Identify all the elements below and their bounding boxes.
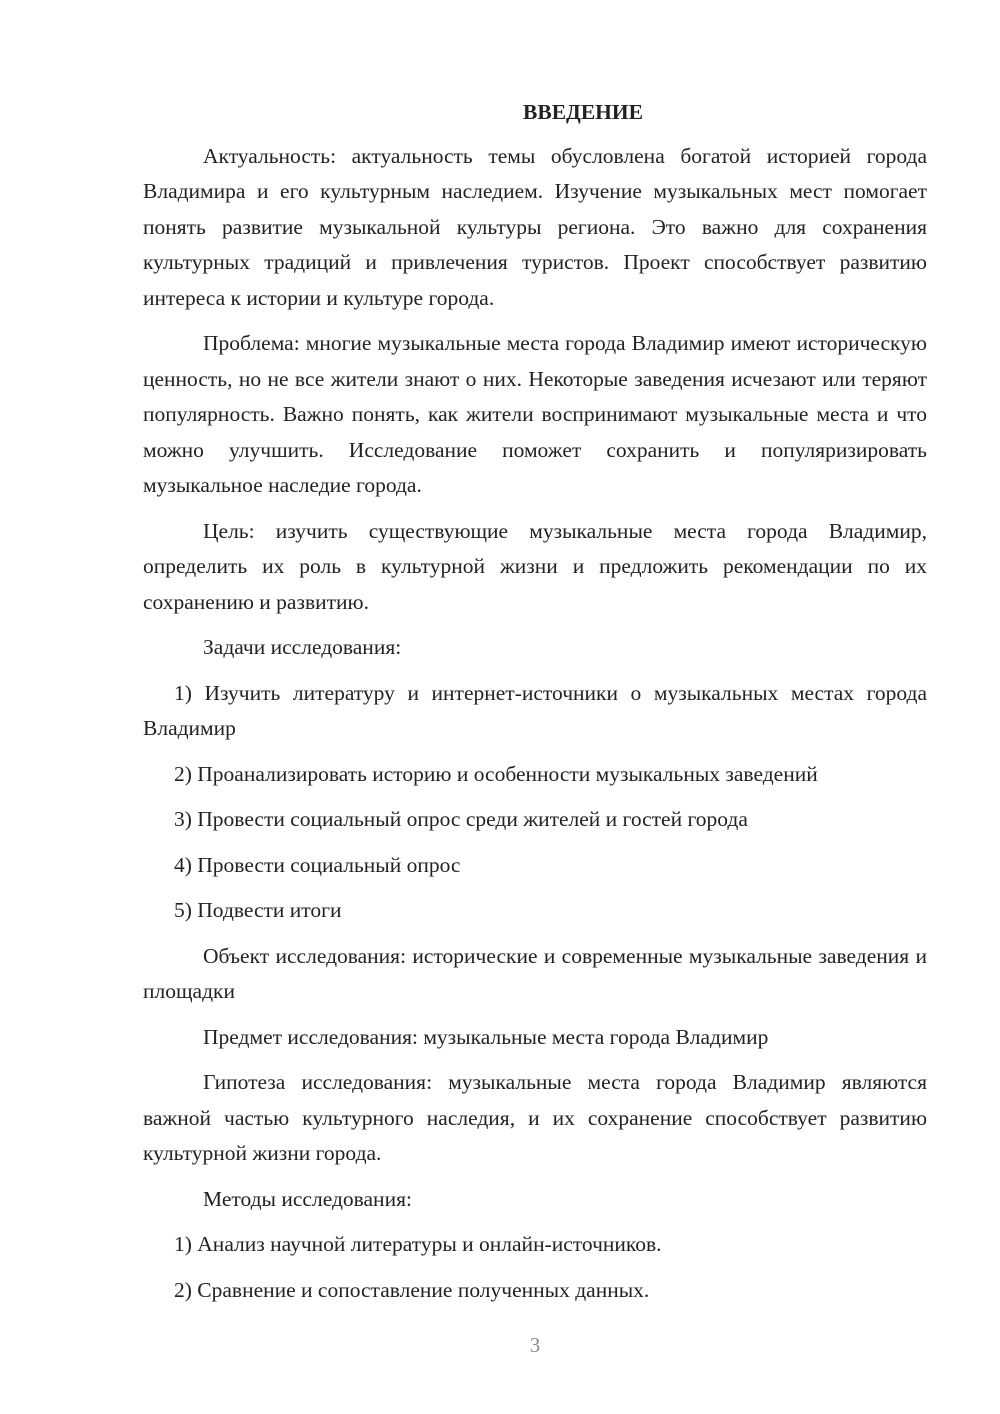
paragraph-object: Объект исследования: исторические и современные музыкальные заведения и площадки [143,943,927,1003]
section-heading: ВВЕДЕНИЕ [523,100,643,124]
tasks-heading: Задачи исследования: [203,635,402,659]
paragraph-relevance: Актуальность: актуальность темы обусловлена богатой историей города Владимира и его культурным наследием. Изучение музыкальных мест помогает понять развитие музыкальной культуры региона. Это важно для сохранения культурных традиций и привлечения туристов. Проект способствует развитию интереса к истории и культуре города. [143,143,927,310]
task-item: 3) Провести социальный опрос среди жителей и гостей города [174,807,748,831]
method-item: 1) Анализ научной литературы и онлайн-источников. [174,1232,662,1256]
task-item: 4) Провести социальный опрос [174,852,461,877]
task-item: 5) Подвести итоги [174,898,342,922]
paragraph-subject: Предмет исследования: музыкальные места города Владимир [203,1024,769,1049]
paragraph-goal: Цель: изучить существующие музыкальные места города Владимир, определить их роль в культурной жизни и предложить рекомендации по их сохранению и развитию. [143,518,927,614]
task-item: 1) Изучить литературу и интернет-источники о музыкальных местах города Владимир [143,680,927,740]
methods-heading: Методы исследования: [203,1186,412,1211]
paragraph-problem: Проблема: многие музыкальные места города Владимир имеют историческую ценность, но не все жители знают о них. Некоторые заведения исчезают или теряют популярность. Важно понять, как жители воспринимают музыкальные места и что можно улучшить. Исследование поможет сохранить и популяризировать музыкальное наследие города. [143,331,927,497]
task-item: 2) Проанализировать историю и особенности музыкальных заведений [174,761,818,786]
page-content [143,95,927,1318]
method-item: 2) Сравнение и сопоставление полученных данных. [174,1277,650,1302]
paragraph-hypothesis: Гипотеза исследования: музыкальные места города Владимир являются важной частью культурного наследия, и их сохранение способствует развитию культурной жизни города. [143,1070,927,1165]
page-number: 3 [529,1333,541,1357]
